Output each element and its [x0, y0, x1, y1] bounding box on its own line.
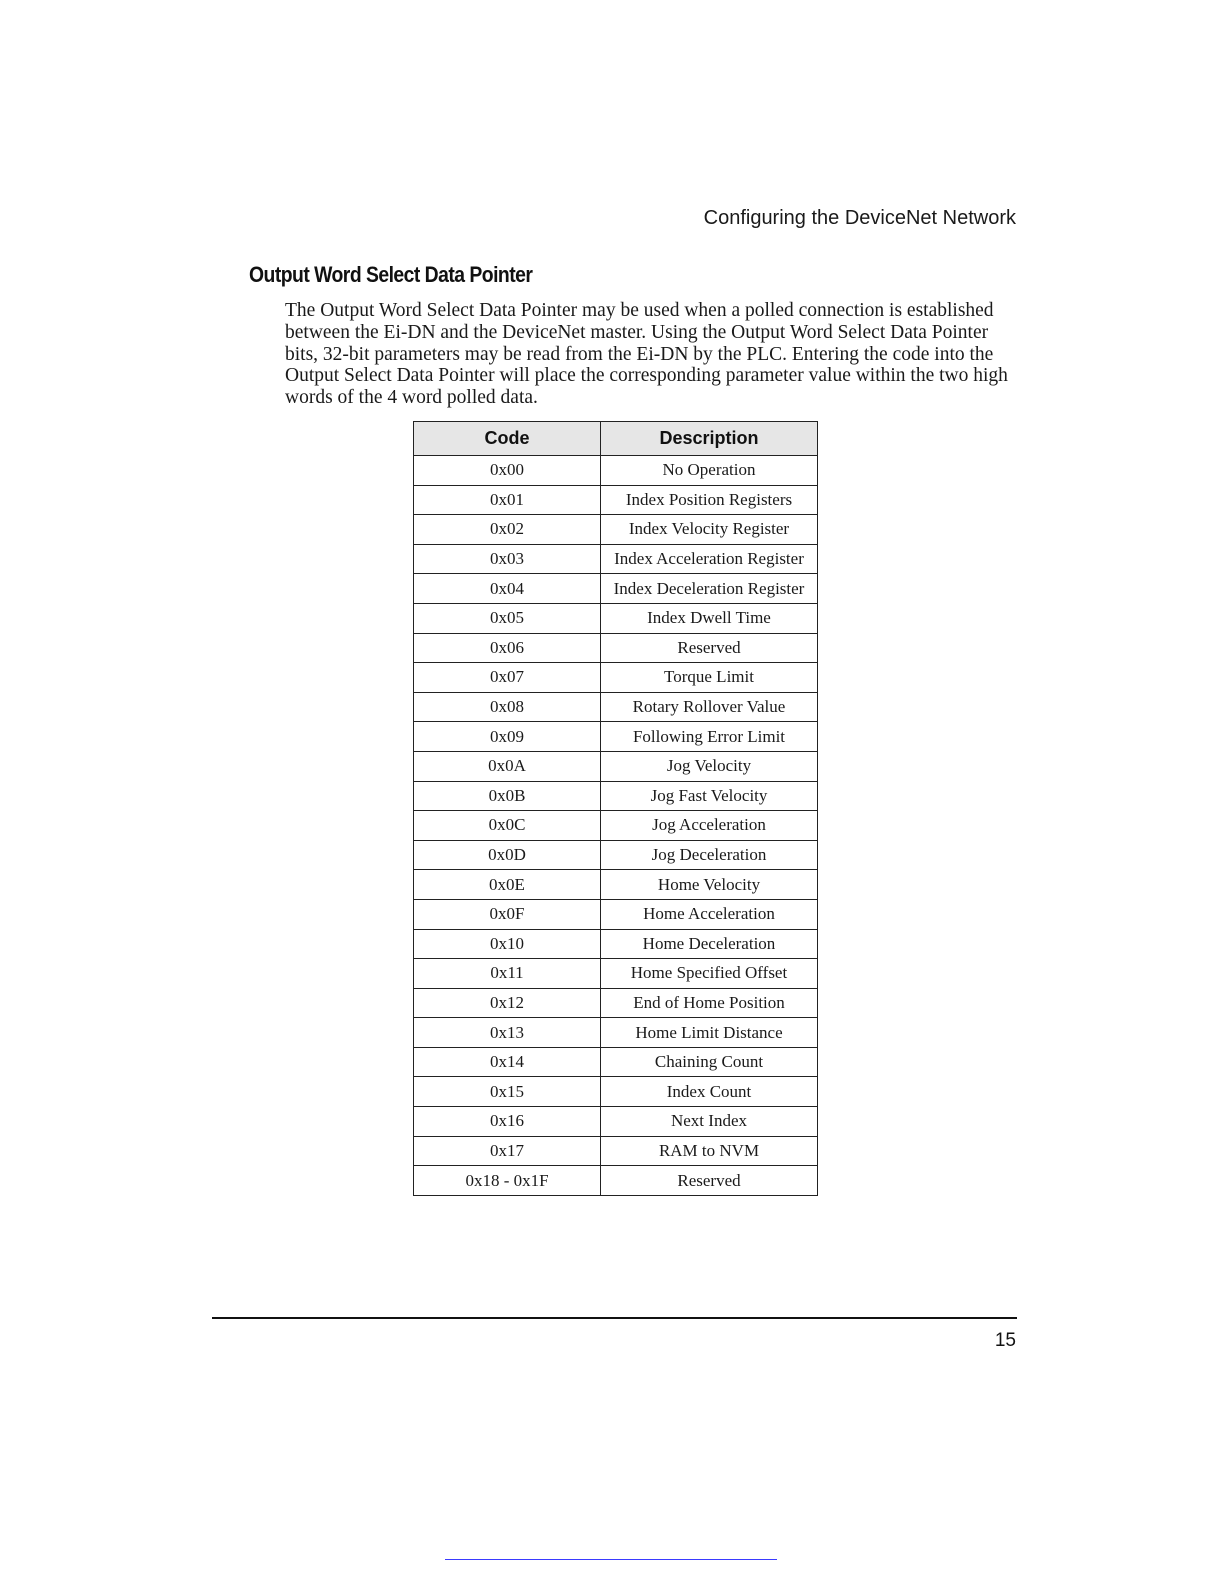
table-row — [414, 959, 818, 989]
description-cell: Next Index — [601, 1107, 818, 1137]
code-cell: 0x16 — [414, 1107, 601, 1137]
code-cell: 0x06 — [414, 633, 601, 663]
description-cell: Index Position Registers — [601, 485, 818, 515]
table-row — [414, 1077, 818, 1107]
code-cell: 0x14 — [414, 1047, 601, 1077]
description-cell: End of Home Position — [601, 988, 818, 1018]
description-cell: Index Deceleration Register — [601, 574, 818, 604]
table-row — [414, 929, 818, 959]
table-row — [414, 781, 818, 811]
description-cell: Index Acceleration Register — [601, 544, 818, 574]
table-row — [414, 663, 818, 693]
code-cell: 0x0F — [414, 899, 601, 929]
table-row — [414, 485, 818, 515]
description-cell: RAM to NVM — [601, 1136, 818, 1166]
table-row — [414, 899, 818, 929]
description-cell: Home Deceleration — [601, 929, 818, 959]
page-number: 15 — [994, 1330, 1016, 1351]
table-row — [414, 692, 818, 722]
footer-rule — [212, 1317, 1017, 1319]
description-cell: Index Velocity Register — [601, 515, 818, 545]
table-row — [414, 722, 818, 752]
column-header-code: Code — [414, 422, 601, 456]
column-header-description: Description — [601, 422, 818, 456]
bottom-link-underline — [445, 1559, 777, 1560]
code-cell: 0x12 — [414, 988, 601, 1018]
table-row — [414, 1047, 818, 1077]
description-cell: Home Limit Distance — [601, 1018, 818, 1048]
description-cell: Jog Fast Velocity — [601, 781, 818, 811]
table-row — [414, 751, 818, 781]
table-row — [414, 1018, 818, 1048]
code-cell: 0x01 — [414, 485, 601, 515]
code-description-table — [413, 421, 818, 1196]
code-cell: 0x10 — [414, 929, 601, 959]
code-cell: 0x17 — [414, 1136, 601, 1166]
code-cell: 0x15 — [414, 1077, 601, 1107]
table-row — [414, 870, 818, 900]
description-cell: Reserved — [601, 633, 818, 663]
section-heading: Output Word Select Data Pointer — [249, 262, 533, 287]
code-cell: 0x0D — [414, 840, 601, 870]
description-cell: No Operation — [601, 456, 818, 486]
description-cell: Jog Acceleration — [601, 811, 818, 841]
description-cell: Rotary Rollover Value — [601, 692, 818, 722]
table-row — [414, 456, 818, 486]
table-row — [414, 840, 818, 870]
description-cell: Jog Deceleration — [601, 840, 818, 870]
code-cell: 0x00 — [414, 456, 601, 486]
table-row — [414, 515, 818, 545]
code-cell: 0x08 — [414, 692, 601, 722]
description-cell: Torque Limit — [601, 663, 818, 693]
code-cell: 0x07 — [414, 663, 601, 693]
table-row — [414, 603, 818, 633]
table-row — [414, 988, 818, 1018]
code-cell: 0x0A — [414, 751, 601, 781]
code-cell: 0x11 — [414, 959, 601, 989]
description-cell: Following Error Limit — [601, 722, 818, 752]
table-row — [414, 811, 818, 841]
description-cell: Home Velocity — [601, 870, 818, 900]
code-cell: 0x05 — [414, 603, 601, 633]
description-cell: Index Count — [601, 1077, 818, 1107]
description-cell: Home Specified Offset — [601, 959, 818, 989]
code-cell: 0x09 — [414, 722, 601, 752]
table-header-row — [414, 422, 818, 456]
code-cell: 0x02 — [414, 515, 601, 545]
description-cell: Reserved — [601, 1166, 818, 1196]
table-row — [414, 1107, 818, 1137]
code-cell: 0x0C — [414, 811, 601, 841]
table-row — [414, 574, 818, 604]
code-cell: 0x18 - 0x1F — [414, 1166, 601, 1196]
code-cell: 0x04 — [414, 574, 601, 604]
running-header: Configuring the DeviceNet Network — [703, 207, 1016, 229]
code-cell: 0x0B — [414, 781, 601, 811]
table-row — [414, 1166, 818, 1196]
description-cell: Chaining Count — [601, 1047, 818, 1077]
table-row — [414, 544, 818, 574]
description-cell: Home Acceleration — [601, 899, 818, 929]
table-row — [414, 633, 818, 663]
table-row — [414, 1136, 818, 1166]
code-cell: 0x0E — [414, 870, 601, 900]
description-cell: Index Dwell Time — [601, 603, 818, 633]
code-cell: 0x13 — [414, 1018, 601, 1048]
description-cell: Jog Velocity — [601, 751, 818, 781]
body-paragraph: The Output Word Select Data Pointer may be used when a polled connection is established between the Ei-DN and the DeviceNet master. Using the Output Word Select Data Pointer bits, 32-bit parameters may be read from the Ei-DN by the PLC. Entering the code into the Output Select Data Pointer will place the corresponding parameter value within the two high words of the 4 word polled data. — [285, 300, 1008, 409]
table-body — [414, 456, 818, 1196]
code-cell: 0x03 — [414, 544, 601, 574]
